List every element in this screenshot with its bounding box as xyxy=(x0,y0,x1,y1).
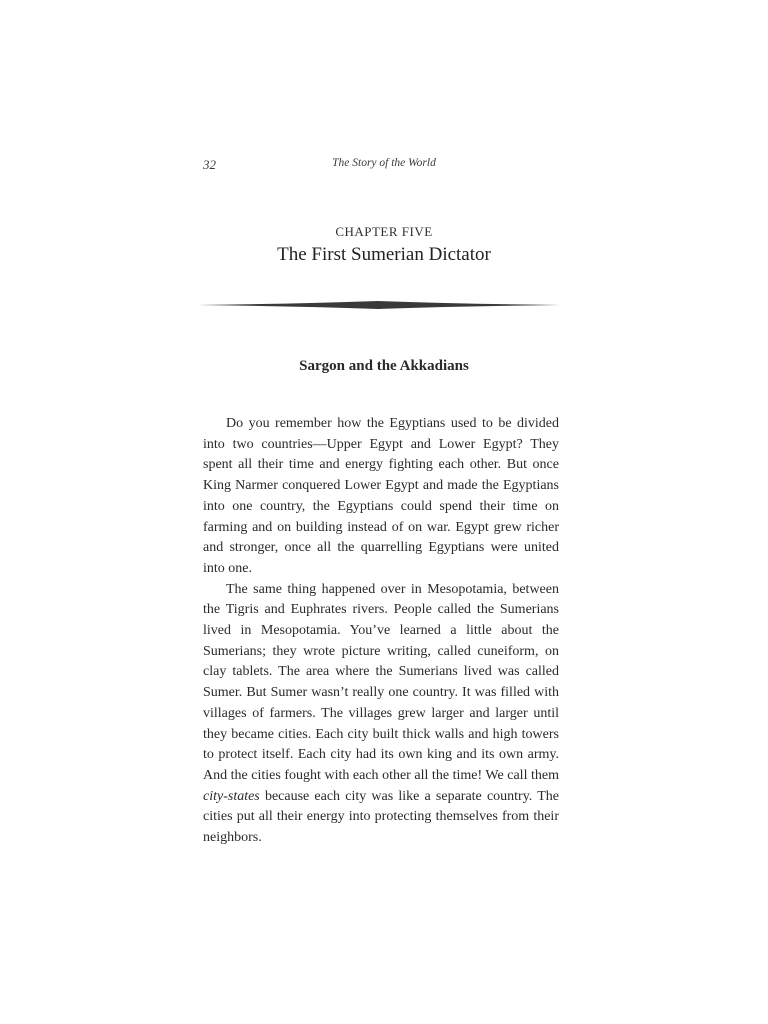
chapter-label: CHAPTER FIVE xyxy=(335,224,433,239)
paragraph-text: The same thing happened over in Mesopotamia, between the Tigris and Euphrates rivers. People called the Sumerians lived in Mesopotamia. You’ve learned a little about the Sumerians; they wrote picture writing, called cuneiform, on clay tablets. The area where the Sumerians lived was called Sumer. But Sumer wasn’t really one country. It was filled with villages of farmers. The villages grew larger and larger until they became cities. Each city built thick walls and high towers to protect itself. Each city had its own king and its own army. And the cities fought with each other all the time! We call them xyxy=(203,581,559,783)
running-header-title: The Story of the World xyxy=(332,157,436,169)
body-text xyxy=(203,414,559,849)
paragraph-text: because each city was like a separate country. The cities put all their energy into protecting themselves from their neighbors. xyxy=(203,788,559,846)
paragraph xyxy=(203,580,559,849)
emphasized-term: city-states xyxy=(203,788,260,804)
chapter-title: The First Sumerian Dictator xyxy=(277,244,491,265)
chapter-divider-ornament xyxy=(198,296,560,314)
section-heading: Sargon and the Akkadians xyxy=(299,358,469,374)
page-number: 32 xyxy=(203,157,216,172)
paragraph: Do you remember how the Egyptians used to be divided into two countries—Upper Egypt and Lower Egypt? They spent all their time and energy fighting each other. But once King Narmer conquered Lower Egypt and made the Egyptians into one country, the Egyptians could spend their time on farming and on building instead of on war. Egypt grew richer and stronger, once all the quarrelling Egyptians were united into one. xyxy=(203,416,559,576)
